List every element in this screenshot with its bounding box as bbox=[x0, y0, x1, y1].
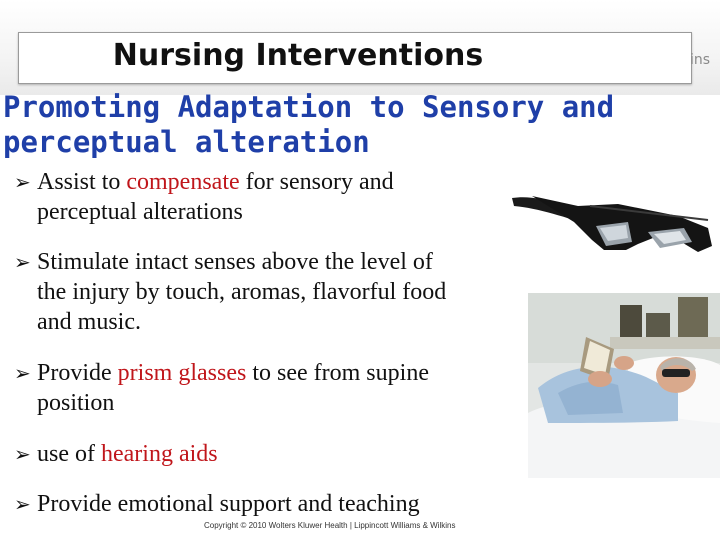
bullet-highlight: compensate bbox=[126, 169, 240, 195]
bullet-text: Assist to bbox=[37, 169, 127, 195]
arrow-bullet-icon: ➢ bbox=[14, 250, 31, 274]
bullet-highlight: prism glasses bbox=[117, 360, 247, 386]
bullet-item bbox=[14, 167, 394, 227]
bullet-text: Provide bbox=[37, 360, 118, 386]
subtitle-line-1: Promoting Adaptation to Sensory and bbox=[3, 90, 615, 124]
slide-subtitle bbox=[3, 90, 703, 160]
bullet-text: to see from supine bbox=[246, 360, 429, 386]
bullet-text: the injury by touch, aromas, flavorful food bbox=[37, 279, 447, 305]
bullet-text: for sensory and bbox=[239, 169, 394, 195]
bullet-highlight: hearing aids bbox=[100, 441, 218, 467]
subtitle-line-2: perceptual alteration bbox=[3, 125, 370, 159]
bullet-text: position bbox=[37, 390, 115, 416]
bullet-item bbox=[14, 358, 429, 418]
man-reading-in-bed-image bbox=[528, 293, 720, 478]
arrow-bullet-icon: ➢ bbox=[14, 170, 31, 194]
bullet-item bbox=[14, 439, 218, 469]
bullet-text: use of bbox=[37, 441, 101, 467]
arrow-bullet-icon: ➢ bbox=[14, 492, 31, 516]
bullet-item bbox=[14, 489, 420, 519]
prism-glasses-image bbox=[508, 176, 716, 258]
arrow-bullet-icon: ➢ bbox=[14, 361, 31, 385]
bullet-item bbox=[14, 247, 446, 337]
copyright-footer: Copyright © 2010 Wolters Kluwer Health | Lippincott Williams & Wilkins bbox=[204, 521, 456, 530]
slide-title: Nursing Interventions bbox=[112, 38, 484, 73]
bullet-text: perceptual alterations bbox=[37, 199, 243, 225]
title-overflow-text: ins bbox=[690, 52, 711, 68]
arrow-bullet-icon: ➢ bbox=[14, 442, 31, 466]
bullet-text: and music. bbox=[37, 309, 141, 335]
bullet-text: Stimulate intact senses above the level of bbox=[37, 249, 433, 275]
bullet-text: Provide emotional support and teaching bbox=[37, 491, 420, 517]
